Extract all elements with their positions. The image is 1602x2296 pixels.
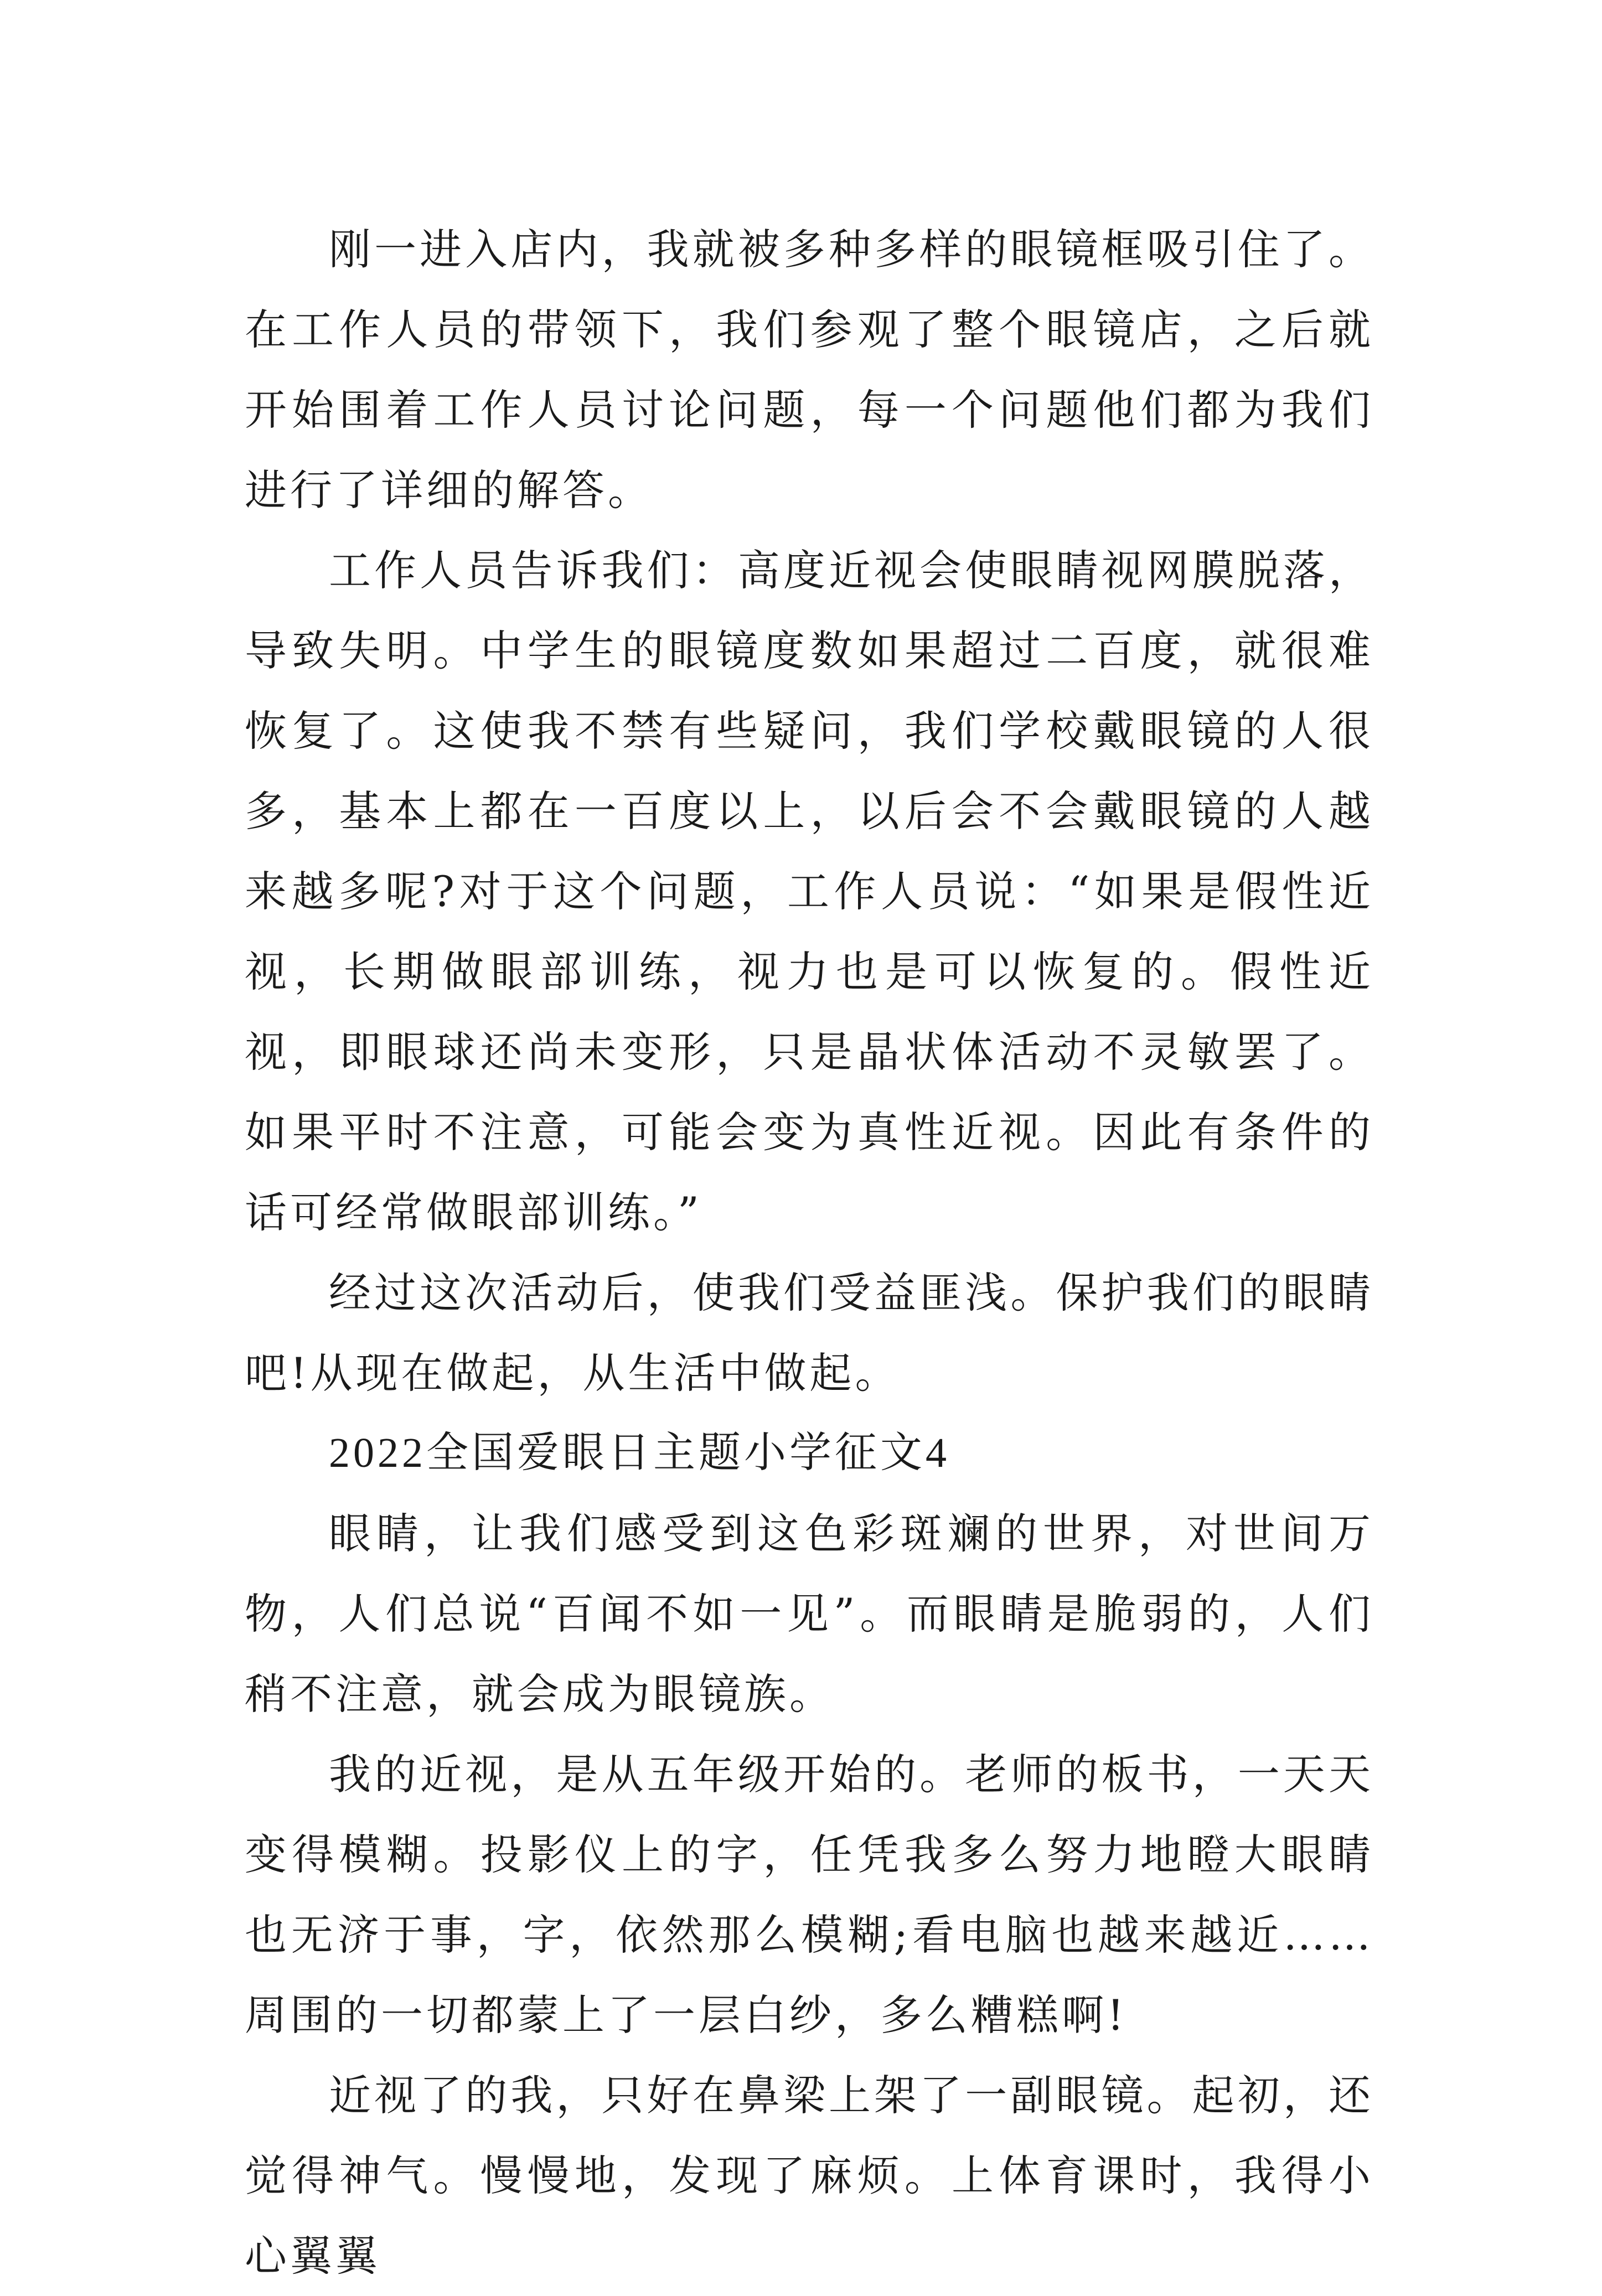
paragraph-myopia-start: 我的近视，是从五年级开始的。老师的板书，一天天变得模糊。投影仪上的字，任凭我多么努力地瞪大眼睛也无济于事，字，依然那么模糊;看电脑也越来越近……周围的一切都蒙上了一层白纱，多么糟糕啊!: [245, 1750, 1374, 2040]
paragraph-store-visit: 刚一进入店内，我就被多种多样的眼镜框吸引住了。在工作人员的带领下，我们参观了整个眼镜店，之后就开始围着工作人员讨论问题，每一个问题他们都为我们进行了详细的解答。: [245, 225, 1374, 515]
document-body: [245, 209, 1374, 2296]
paragraph-wearing-glasses: 近视了的我，只好在鼻梁上架了一副眼镜。起初，还觉得神气。慢慢地，发现了麻烦。上体育课时，我得小心翼翼: [245, 2071, 1374, 2281]
paragraph-eyes-intro: 眼睛，让我们感受到这色彩斑斓的世界，对世间万物，人们总说“百闻不如一见”。而眼睛是脆弱的，人们稍不注意，就会成为眼镜族。: [245, 1509, 1374, 1719]
section-heading: 2022全国爱眼日主题小学征文4: [329, 1430, 950, 1476]
paragraph-conclusion: 经过这次活动后，使我们受益匪浅。保护我们的眼睛吧!从现在做起，从生活中做起。: [245, 1268, 1374, 1398]
paragraph-staff-explanation: 工作人员告诉我们：高度近视会使眼睛视网膜脱落，导致失明。中学生的眼镜度数如果超过二百度，就很难恢复了。这使我不禁有些疑问，我们学校戴眼镜的人很多，基本上都在一百度以上，以后会不会戴眼镜的人越来越多呢?对于这个问题，工作人员说：“如果是假性近视，长期做眼部训练，视力也是可以恢复的。假性近视，即眼球还尚未变形，只是晶状体活动不灵敏罢了。如果平时不注意，可能会变为真性近视。因此有条件的话可经常做眼部训练。”: [245, 546, 1374, 1237]
